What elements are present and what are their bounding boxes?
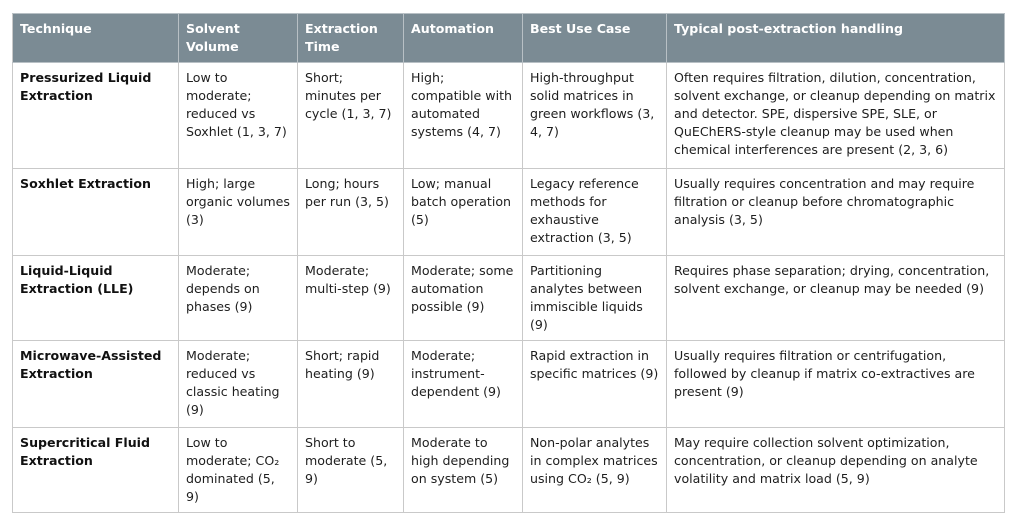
cell-post-extraction-handling: Often requires filtration, dilution, concentration, solvent exchange, or cleanup depending on matrix and detector. SPE, dispersive SPE, SLE, or QuEChERS-style cleanup may be used when chemical interferences are present (2, 3, 6) — [667, 63, 1005, 169]
cell-technique: Pressurized Liquid Extraction — [13, 63, 179, 169]
cell-automation: Low; manual batch operation (5) — [404, 169, 523, 256]
table-row — [13, 256, 1005, 341]
cell-post-extraction-handling: Requires phase separation; drying, concentration, solvent exchange, or cleanup may be needed (9) — [667, 256, 1005, 341]
cell-technique: Supercritical Fluid Extraction — [13, 428, 179, 513]
cell-extraction-time: Short; rapid heating (9) — [298, 341, 404, 428]
table-row — [13, 169, 1005, 256]
cell-extraction-time: Short; minutes per cycle (1, 3, 7) — [298, 63, 404, 169]
cell-technique: Liquid-Liquid Extraction (LLE) — [13, 256, 179, 341]
header-automation: Automation — [404, 14, 523, 63]
cell-automation: Moderate to high depending on system (5) — [404, 428, 523, 513]
cell-solvent-volume: Low to moderate; reduced vs Soxhlet (1, 3, 7) — [179, 63, 298, 169]
cell-post-extraction-handling: Usually requires filtration or centrifugation, followed by cleanup if matrix co-extractives are present (9) — [667, 341, 1005, 428]
header-best-use-case: Best Use Case — [523, 14, 667, 63]
cell-technique: Soxhlet Extraction — [13, 169, 179, 256]
extraction-comparison-table-container — [12, 13, 1005, 513]
cell-post-extraction-handling: May require collection solvent optimization, concentration, or cleanup depending on analyte volatility and matrix load (5, 9) — [667, 428, 1005, 513]
cell-solvent-volume: Low to moderate; CO₂ dominated (5, 9) — [179, 428, 298, 513]
header-extraction-time: Extraction Time — [298, 14, 404, 63]
header-technique: Technique — [13, 14, 179, 63]
cell-best-use-case: Legacy reference methods for exhaustive extraction (3, 5) — [523, 169, 667, 256]
cell-solvent-volume: Moderate; depends on phases (9) — [179, 256, 298, 341]
table-row — [13, 428, 1005, 513]
header-solvent-volume: Solvent Volume — [179, 14, 298, 63]
header-post-extraction-handling: Typical post-extraction handling — [667, 14, 1005, 63]
cell-best-use-case: Rapid extraction in specific matrices (9) — [523, 341, 667, 428]
table-row — [13, 341, 1005, 428]
cell-extraction-time: Long; hours per run (3, 5) — [298, 169, 404, 256]
extraction-comparison-table — [12, 13, 1005, 513]
cell-automation: Moderate; instrument-dependent (9) — [404, 341, 523, 428]
cell-best-use-case: High-throughput solid matrices in green workflows (3, 4, 7) — [523, 63, 667, 169]
cell-best-use-case: Partitioning analytes between immiscible liquids (9) — [523, 256, 667, 341]
cell-solvent-volume: High; large organic volumes (3) — [179, 169, 298, 256]
cell-automation: High; compatible with automated systems (4, 7) — [404, 63, 523, 169]
cell-extraction-time: Moderate; multi-step (9) — [298, 256, 404, 341]
cell-technique: Microwave-Assisted Extraction — [13, 341, 179, 428]
cell-solvent-volume: Moderate; reduced vs classic heating (9) — [179, 341, 298, 428]
cell-best-use-case: Non-polar analytes in complex matrices using CO₂ (5, 9) — [523, 428, 667, 513]
cell-post-extraction-handling: Usually requires concentration and may require filtration or cleanup before chromatographic analysis (3, 5) — [667, 169, 1005, 256]
table-header-row — [13, 14, 1005, 63]
cell-extraction-time: Short to moderate (5, 9) — [298, 428, 404, 513]
table-row — [13, 63, 1005, 169]
cell-automation: Moderate; some automation possible (9) — [404, 256, 523, 341]
